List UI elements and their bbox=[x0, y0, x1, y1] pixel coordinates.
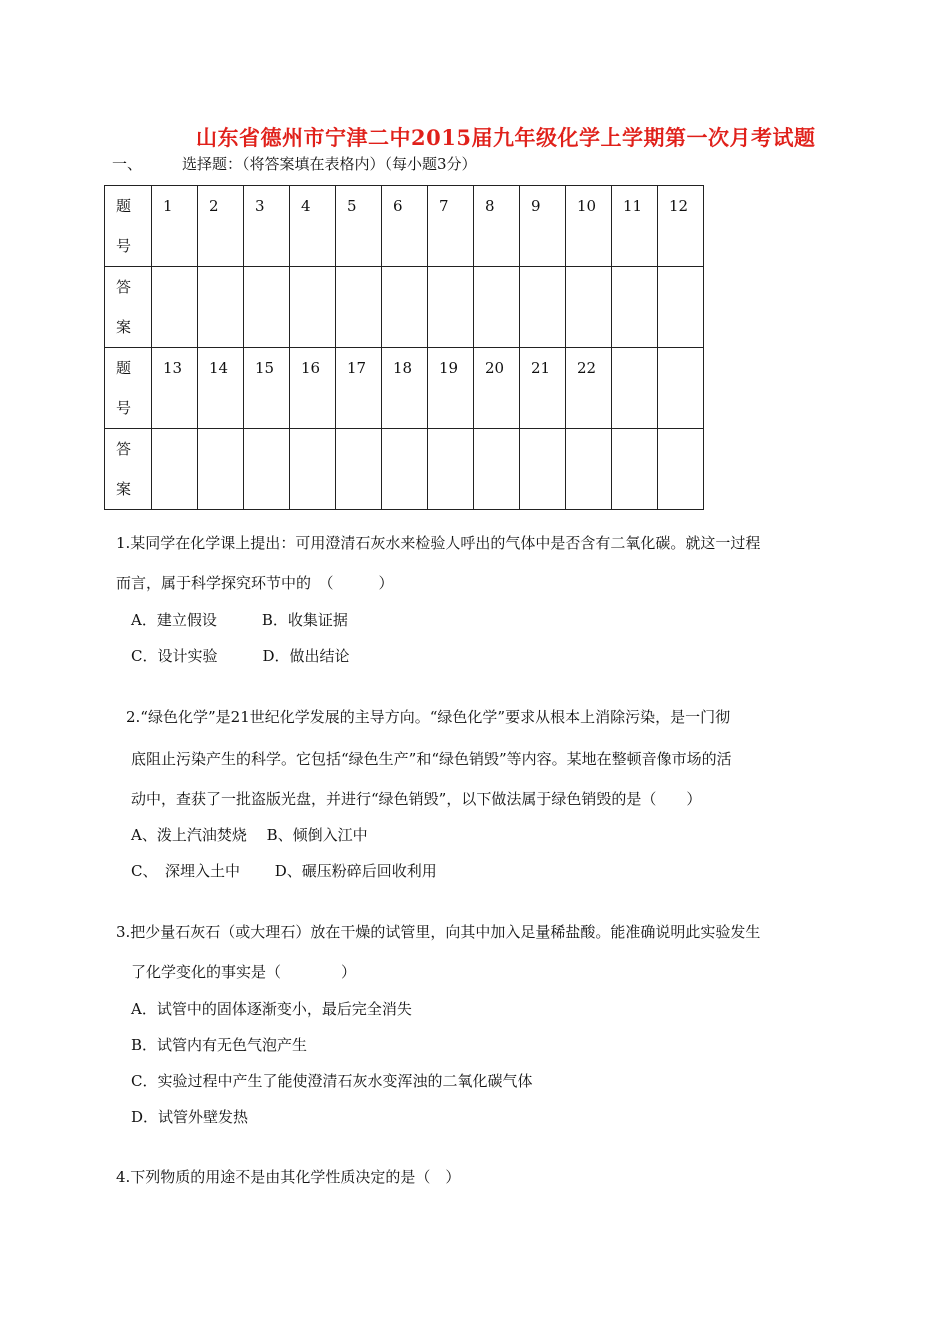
section-number: 一、 bbox=[112, 155, 143, 173]
table-row-answers-1 bbox=[105, 267, 704, 348]
question-number-cell: 20 bbox=[474, 348, 520, 429]
answer-cell[interactable] bbox=[428, 429, 474, 510]
question-2-stem-line-1: 2.“绿色化学”是21世纪化学发展的主导方向。“绿色化学”要求从根本上消除污染，是一门彻 bbox=[126, 708, 731, 726]
answer-cell[interactable] bbox=[336, 267, 382, 348]
row-label-answer: 答 案 bbox=[105, 267, 152, 348]
question-number-cell: 21 bbox=[520, 348, 566, 429]
answer-cell[interactable] bbox=[290, 267, 336, 348]
question-3-option-b: B．试管内有无色气泡产生 bbox=[131, 1036, 308, 1054]
answer-cell[interactable] bbox=[244, 267, 290, 348]
row-label-question: 题 号 bbox=[105, 186, 152, 267]
answer-cell[interactable] bbox=[520, 429, 566, 510]
answer-cell[interactable] bbox=[382, 267, 428, 348]
answer-cell[interactable] bbox=[566, 429, 612, 510]
answer-cell[interactable] bbox=[152, 429, 198, 510]
question-number-cell: 3 bbox=[244, 186, 290, 267]
answer-cell[interactable] bbox=[152, 267, 198, 348]
question-2-options-line-2: C、 深埋入土中 D、碾压粉碎后回收利用 bbox=[131, 862, 437, 880]
question-3-stem-line-1: 3.把少量石灰石（或大理石）放在干燥的试管里，向其中加入足量稀盐酸。能准确说明此实验发生 bbox=[116, 923, 761, 941]
question-number-cell: 15 bbox=[244, 348, 290, 429]
question-number-cell: 18 bbox=[382, 348, 428, 429]
question-3-stem-line-2: 了化学变化的事实是（ ） bbox=[131, 963, 357, 981]
question-2-stem-line-3: 动中，查获了一批盗版光盘，并进行“绿色销毁”，以下做法属于绿色销毁的是（ ） bbox=[131, 790, 702, 808]
answer-table bbox=[104, 185, 704, 510]
question-number-cell: 16 bbox=[290, 348, 336, 429]
section-text: 选择题：（将答案填在表格内）（每小题3分） bbox=[182, 155, 477, 173]
row-label-question: 题 号 bbox=[105, 348, 152, 429]
answer-cell[interactable] bbox=[336, 429, 382, 510]
answer-cell[interactable] bbox=[566, 267, 612, 348]
question-1-stem-line-1: 1.某同学在化学课上提出：可用澄清石灰水来检验人呼出的气体中是否含有二氧化碳。就这一过程 bbox=[116, 534, 761, 552]
page-title: 山东省德州市宁津二中2015届九年级化学上学期第一次月考试题 bbox=[196, 125, 816, 150]
question-number-cell: 11 bbox=[612, 186, 658, 267]
table-row-question-numbers-1 bbox=[105, 186, 704, 267]
question-2-stem-line-2: 底阻止污染产生的科学。它包括“绿色生产”和“绿色销毁”等内容。某地在整顿音像市场的活 bbox=[131, 750, 732, 768]
question-3-option-d: D．试管外壁发热 bbox=[131, 1108, 249, 1126]
answer-cell[interactable] bbox=[244, 429, 290, 510]
question-3-option-a: A．试管中的固体逐渐变小，最后完全消失 bbox=[131, 1000, 412, 1018]
answer-cell[interactable] bbox=[428, 267, 474, 348]
answer-cell[interactable] bbox=[290, 429, 336, 510]
question-number-cell bbox=[612, 348, 658, 429]
answer-cell[interactable] bbox=[198, 429, 244, 510]
question-1-stem-line-2: 而言，属于科学探究环节中的 （ ） bbox=[116, 574, 394, 592]
question-number-cell: 13 bbox=[152, 348, 198, 429]
question-number-cell: 12 bbox=[658, 186, 704, 267]
question-number-cell: 9 bbox=[520, 186, 566, 267]
question-3-option-c: C．实验过程中产生了能使澄清石灰水变浑浊的二氧化碳气体 bbox=[131, 1072, 533, 1090]
question-1-options-line-1: A．建立假设 B．收集证据 bbox=[131, 611, 348, 629]
question-number-cell: 17 bbox=[336, 348, 382, 429]
answer-cell[interactable] bbox=[612, 267, 658, 348]
section-heading bbox=[112, 153, 477, 174]
question-number-cell: 1 bbox=[152, 186, 198, 267]
answer-cell[interactable] bbox=[520, 267, 566, 348]
question-number-cell: 5 bbox=[336, 186, 382, 267]
answer-cell[interactable] bbox=[658, 267, 704, 348]
question-4-stem-line-1: 4.下列物质的用途不是由其化学性质决定的是（ ） bbox=[116, 1168, 461, 1186]
question-1-options-line-2: C．设计实验 D．做出结论 bbox=[131, 647, 350, 665]
answer-cell[interactable] bbox=[382, 429, 428, 510]
question-number-cell: 14 bbox=[198, 348, 244, 429]
answer-cell[interactable] bbox=[474, 267, 520, 348]
answer-cell[interactable] bbox=[612, 429, 658, 510]
answer-cell[interactable] bbox=[198, 267, 244, 348]
answer-cell[interactable] bbox=[474, 429, 520, 510]
row-label-answer: 答 案 bbox=[105, 429, 152, 510]
question-number-cell: 19 bbox=[428, 348, 474, 429]
table-row-question-numbers-2 bbox=[105, 348, 704, 429]
question-number-cell bbox=[658, 348, 704, 429]
question-number-cell: 10 bbox=[566, 186, 612, 267]
question-number-cell: 8 bbox=[474, 186, 520, 267]
question-number-cell: 2 bbox=[198, 186, 244, 267]
question-number-cell: 22 bbox=[566, 348, 612, 429]
table-row-answers-2 bbox=[105, 429, 704, 510]
question-2-options-line-1: A、泼上汽油焚烧 B、倾倒入江中 bbox=[131, 826, 368, 844]
question-number-cell: 4 bbox=[290, 186, 336, 267]
answer-cell[interactable] bbox=[658, 429, 704, 510]
question-number-cell: 6 bbox=[382, 186, 428, 267]
question-number-cell: 7 bbox=[428, 186, 474, 267]
